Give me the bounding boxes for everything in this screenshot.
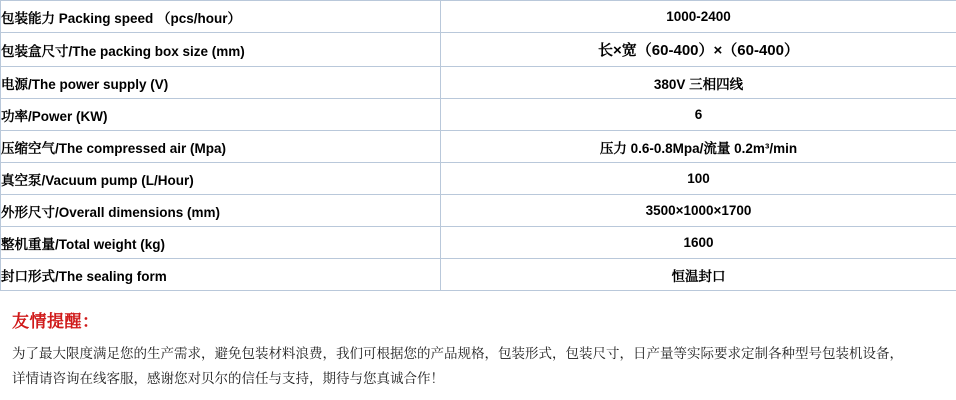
table-row bbox=[1, 227, 956, 259]
spec-value: 1000-2400 bbox=[441, 1, 956, 33]
spec-value: 长×宽（60-400）×（60-400） bbox=[441, 33, 956, 67]
spec-value: 恒温封口 bbox=[441, 259, 956, 291]
spec-value: 3500×1000×1700 bbox=[441, 195, 956, 227]
spec-value: 380V 三相四线 bbox=[441, 67, 956, 99]
spec-label: 电源/The power supply (V) bbox=[1, 67, 441, 99]
table-row bbox=[1, 195, 956, 227]
notice-line: 为了最大限度满足您的生产需求，避免包装材料浪费，我们可根据您的产品规格，包装形式，包装尺寸，日产量等实际要求定制各种型号包装机设备， bbox=[12, 346, 903, 361]
specifications-table-body bbox=[1, 1, 956, 291]
table-row bbox=[1, 259, 956, 291]
spec-value: 6 bbox=[441, 99, 956, 131]
spec-label: 外形尺寸/Overall dimensions (mm) bbox=[1, 195, 441, 227]
table-row bbox=[1, 67, 956, 99]
table-row bbox=[1, 33, 956, 67]
spec-value: 1600 bbox=[441, 227, 956, 259]
spec-value: 压力 0.6-0.8Mpa/流量 0.2m³/min bbox=[441, 131, 956, 163]
spec-label: 压缩空气/The compressed air (Mpa) bbox=[1, 131, 441, 163]
spec-label: 封口形式/The sealing form bbox=[1, 259, 441, 291]
spec-label: 包装盒尺寸/The packing box size (mm) bbox=[1, 33, 441, 67]
table-row bbox=[1, 131, 956, 163]
table-row bbox=[1, 1, 956, 33]
spec-label: 功率/Power (KW) bbox=[1, 99, 441, 131]
notice-line: 详情请咨询在线客服，感谢您对贝尔的信任与支持，期待与您真诚合作！ bbox=[12, 370, 444, 386]
table-row bbox=[1, 163, 956, 195]
table-row bbox=[1, 99, 956, 131]
spec-label: 包装能力 Packing speed （pcs/hour） bbox=[1, 1, 441, 33]
spec-value: 100 bbox=[441, 163, 956, 195]
notice-section bbox=[0, 307, 956, 392]
spec-label: 真空泵/Vacuum pump (L/Hour) bbox=[1, 163, 441, 195]
notice-title: 友情提醒： bbox=[12, 312, 100, 331]
spec-label: 整机重量/Total weight (kg) bbox=[1, 227, 441, 259]
